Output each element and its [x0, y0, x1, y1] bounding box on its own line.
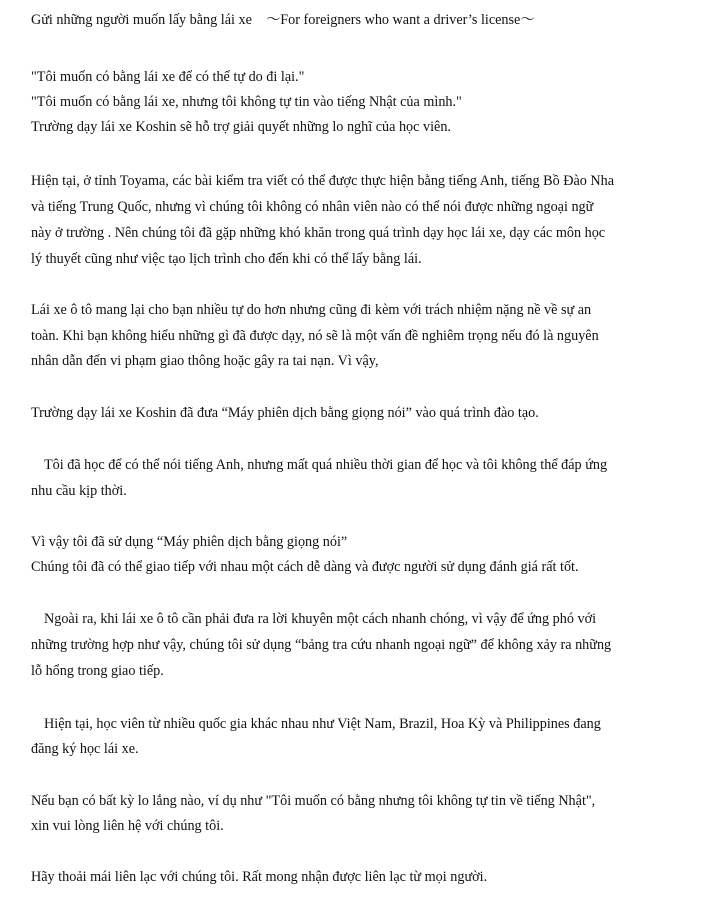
- intro-line-1: "Tôi muốn có bằng lái xe để có thể tự do đi lại.": [31, 69, 305, 85]
- paragraph-1-line-1: Hiện tại, ở tỉnh Toyama, các bài kiểm tra viết có thể được thực hiện bằng tiếng Anh, tiếng Bồ Đào Nha: [31, 173, 615, 189]
- document-heading: Gửi những người muốn lấy bằng lái xe ～For foreigners who want a driver’s license～: [31, 12, 535, 28]
- paragraph-6-line-3: lỗ hổng trong giao tiếp.: [31, 663, 164, 679]
- paragraph-2-line-1: Lái xe ô tô mang lại cho bạn nhiều tự do hơn nhưng cũng đi kèm với trách nhiệm nặng nề về sự an: [31, 302, 592, 318]
- paragraph-6-line-2: những trường hợp như vậy, chúng tôi sử dụng “bảng tra cứu nhanh ngoại ngữ” để không xảy ra những: [31, 637, 612, 653]
- paragraph-8-line-2: xin vui lòng liên hệ với chúng tôi.: [31, 818, 224, 834]
- paragraph-4-line-1: Tôi đã học để có thể nói tiếng Anh, nhưng mất quá nhiều thời gian để học và tôi không thể đáp ứng: [44, 457, 608, 473]
- paragraph-1-line-2: và tiếng Trung Quốc, nhưng vì chúng tôi không có nhân viên nào có thể nói được những ngoại ngữ: [31, 199, 594, 215]
- paragraph-3: Trường dạy lái xe Koshin đã đưa “Máy phiên dịch bằng giọng nói” vào quá trình đào tạo.: [31, 405, 539, 421]
- closing-line: Hãy thoải mái liên lạc với chúng tôi. Rất mong nhận được liên lạc từ mọi người.: [31, 869, 488, 885]
- paragraph-7-line-1: Hiện tại, học viên từ nhiều quốc gia khác nhau như Việt Nam, Brazil, Hoa Kỳ và Philippines đang: [44, 716, 601, 732]
- paragraph-6-line-1: Ngoài ra, khi lái xe ô tô cần phải đưa ra lời khuyên một cách nhanh chóng, vì vậy để ứng phó với: [44, 611, 597, 627]
- intro-line-3: Trường dạy lái xe Koshin sẽ hỗ trợ giải quyết những lo nghĩ của học viên.: [31, 119, 451, 135]
- intro-line-2: "Tôi muốn có bằng lái xe, nhưng tôi không tự tin vào tiếng Nhật của mình.": [31, 94, 462, 110]
- paragraph-5-line-2: Chúng tôi đã có thể giao tiếp với nhau một cách dễ dàng và được người sử dụng đánh giá rất tốt.: [31, 559, 579, 575]
- paragraph-1-line-4: lý thuyết cũng như việc tạo lịch trình cho đến khi có thể lấy bằng lái.: [31, 251, 422, 267]
- paragraph-4-line-2: nhu cầu kịp thời.: [31, 483, 127, 499]
- paragraph-5-line-1: Vì vậy tôi đã sử dụng “Máy phiên dịch bằng giọng nói”: [31, 534, 348, 550]
- paragraph-2-line-2: toàn. Khi bạn không hiểu những gì đã được dạy, nó sẽ là một vấn đề nghiêm trọng nếu đó là nguyên: [31, 328, 599, 344]
- paragraph-2-line-3: nhân dẫn đến vi phạm giao thông hoặc gây ra tai nạn. Vì vậy,: [31, 353, 379, 369]
- paragraph-1-line-3: này ở trường . Nên chúng tôi đã gặp những khó khăn trong quá trình dạy học lái xe, dạy các môn học: [31, 225, 606, 241]
- paragraph-8-line-1: Nếu bạn có bất kỳ lo lắng nào, ví dụ như "Tôi muốn có bằng nhưng tôi không tự tin về tiếng Nhật",: [31, 793, 596, 809]
- paragraph-7-line-2: đăng ký học lái xe.: [31, 741, 139, 757]
